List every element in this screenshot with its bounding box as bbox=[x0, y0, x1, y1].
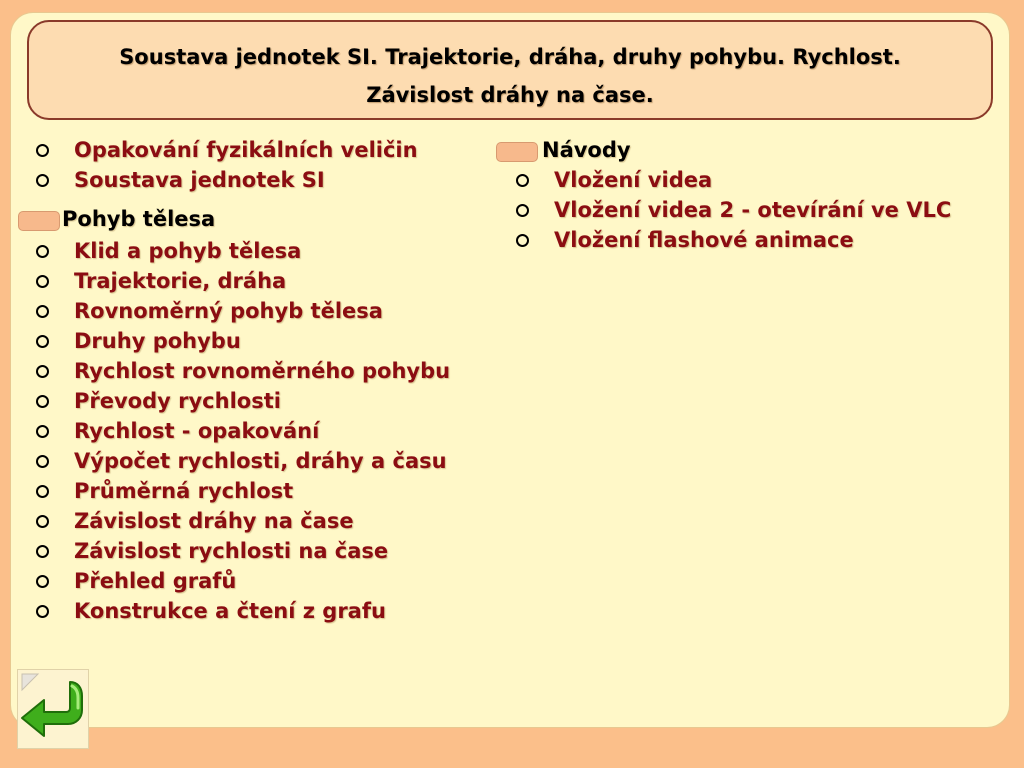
link-druhy-pohybu[interactable] bbox=[74, 326, 241, 356]
bullet-icon bbox=[36, 275, 49, 288]
link-label: Vložení flashové animace bbox=[554, 228, 854, 252]
link-vlozeni-flashove-animace[interactable] bbox=[554, 225, 854, 255]
link-prumerna-rychlost[interactable] bbox=[74, 476, 293, 506]
heading-navody bbox=[542, 136, 631, 164]
link-label: Konstrukce a čtení z grafu bbox=[74, 599, 386, 623]
link-label: Výpočet rychlosti, dráhy a času bbox=[74, 449, 447, 473]
link-rychlost-opakovani[interactable] bbox=[74, 416, 319, 446]
link-label: Opakování fyzikálních veličin bbox=[74, 138, 418, 162]
link-klid-a-pohyb-telesa[interactable] bbox=[74, 236, 301, 266]
bullet-icon bbox=[36, 335, 49, 348]
title-line-2: Závislost dráhy na čase. bbox=[366, 83, 654, 107]
bullet-icon bbox=[36, 455, 49, 468]
link-vypocet-rychlosti[interactable] bbox=[74, 446, 447, 476]
heading-label: Návody bbox=[542, 138, 631, 162]
link-label: Převody rychlosti bbox=[74, 389, 281, 413]
bullet-icon bbox=[36, 605, 49, 618]
bullet-icon bbox=[36, 395, 49, 408]
link-label: Vložení videa bbox=[554, 168, 713, 192]
bullet-icon bbox=[36, 515, 49, 528]
link-zavislost-rychlosti-na-case[interactable] bbox=[74, 536, 388, 566]
link-label: Závislost rychlosti na čase bbox=[74, 539, 389, 563]
link-label: Rychlost rovnoměrného pohybu bbox=[74, 359, 451, 383]
section-tab-icon bbox=[496, 142, 538, 162]
link-prehled-grafu[interactable] bbox=[74, 566, 236, 596]
back-arrow-icon bbox=[18, 670, 88, 748]
link-label: Rovnoměrný pohyb tělesa bbox=[74, 299, 383, 323]
link-label: Přehled grafů bbox=[74, 569, 237, 593]
bullet-icon bbox=[36, 174, 49, 187]
title-line-1: Soustava jednotek SI. Trajektorie, dráha, druhy pohybu. Rychlost. bbox=[119, 45, 901, 69]
link-label: Vložení videa 2 - otevírání ve VLC bbox=[554, 198, 952, 222]
link-opakovani-fyzikalnich-velicin[interactable] bbox=[74, 135, 418, 165]
bullet-icon bbox=[516, 234, 529, 247]
link-label: Závislost dráhy na čase bbox=[74, 509, 354, 533]
section-tab-icon bbox=[18, 211, 60, 231]
link-zavislost-drahy-na-case[interactable] bbox=[74, 506, 354, 536]
bullet-icon bbox=[36, 575, 49, 588]
bullet-icon bbox=[36, 245, 49, 258]
bullet-icon bbox=[36, 144, 49, 157]
link-rovnomerny-pohyb-telesa[interactable] bbox=[74, 296, 383, 326]
link-label: Soustava jednotek SI bbox=[74, 168, 325, 192]
link-vlozeni-videa-2[interactable] bbox=[554, 195, 951, 225]
bullet-icon bbox=[36, 365, 49, 378]
bullet-icon bbox=[516, 174, 529, 187]
bullet-icon bbox=[36, 545, 49, 558]
bullet-icon bbox=[36, 485, 49, 498]
link-label: Druhy pohybu bbox=[74, 329, 241, 353]
link-soustava-jednotek-si[interactable] bbox=[74, 165, 325, 195]
bullet-icon bbox=[36, 425, 49, 438]
link-label: Průměrná rychlost bbox=[74, 479, 294, 503]
bullet-icon bbox=[36, 305, 49, 318]
link-label: Klid a pohyb tělesa bbox=[74, 239, 302, 263]
title-box bbox=[27, 20, 993, 120]
link-trajektorie-draha[interactable] bbox=[74, 266, 286, 296]
link-konstrukce-a-cteni-z-grafu[interactable] bbox=[74, 596, 386, 626]
heading-label: Pohyb tělesa bbox=[62, 207, 216, 231]
link-rychlost-rovnomerneho-pohybu[interactable] bbox=[74, 356, 450, 386]
heading-pohyb-telesa bbox=[62, 205, 215, 233]
back-button[interactable] bbox=[18, 670, 88, 748]
link-label: Rychlost - opakování bbox=[74, 419, 320, 443]
link-prevody-rychlosti[interactable] bbox=[74, 386, 281, 416]
link-label: Trajektorie, dráha bbox=[74, 269, 287, 293]
link-vlozeni-videa[interactable] bbox=[554, 165, 712, 195]
bullet-icon bbox=[516, 204, 529, 217]
